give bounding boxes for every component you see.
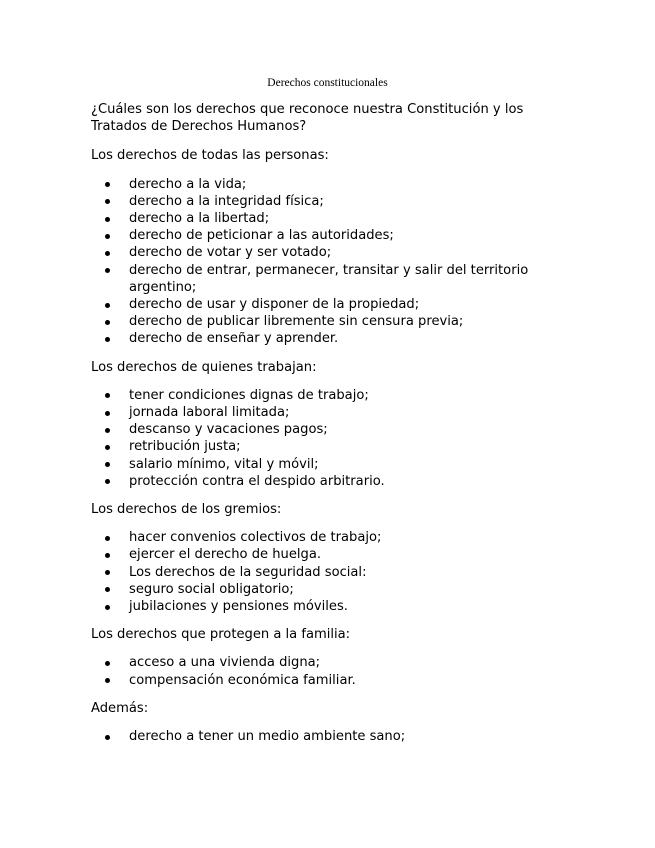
list-item: retribución justa;	[129, 438, 541, 455]
section-heading-todas-las-personas: Los derechos de todas las personas:	[91, 148, 329, 164]
page-header: Derechos constitucionales	[267, 77, 388, 89]
list-item: protección contra el despido arbitrario.	[129, 473, 541, 490]
section-heading-gremios: Los derechos de los gremios:	[91, 502, 282, 518]
list-item: derecho a la vida;	[129, 176, 541, 193]
list-item: derecho de publicar libremente sin censura previa;	[129, 313, 541, 330]
section-heading-ademas: Además:	[91, 700, 149, 716]
list-quienes-trabajan	[91, 387, 541, 490]
intro-question: ¿Cuáles son los derechos que reconoce nuestra Constitución y los Tratados de Derechos Humanos?	[91, 102, 524, 135]
list-item: salario mínimo, vital y móvil;	[129, 456, 541, 473]
list-item: derecho de entrar, permanecer, transitar y salir del territorio argentino;	[129, 262, 541, 296]
list-todas-las-personas	[91, 176, 541, 348]
list-item: derecho a la libertad;	[129, 210, 541, 227]
list-item: Los derechos de la seguridad social:	[129, 564, 541, 581]
list-item: derecho de usar y disponer de la propiedad;	[129, 296, 541, 313]
list-item: compensación económica familiar.	[129, 672, 541, 689]
document-body	[91, 101, 541, 756]
list-item: derecho a tener un medio ambiente sano;	[129, 728, 541, 745]
list-item: descanso y vacaciones pagos;	[129, 421, 541, 438]
section-heading-quienes-trabajan: Los derechos de quienes trabajan:	[91, 359, 317, 375]
list-familia	[91, 654, 541, 688]
list-item: jornada laboral limitada;	[129, 404, 541, 421]
list-item: hacer convenios colectivos de trabajo;	[129, 529, 541, 546]
list-item: derecho a la integridad física;	[129, 193, 541, 210]
section-heading-familia: Los derechos que protegen a la familia:	[91, 627, 351, 643]
list-gremios	[91, 529, 541, 615]
list-item: derecho de votar y ser votado;	[129, 244, 541, 261]
list-item: acceso a una vivienda digna;	[129, 654, 541, 671]
list-item: seguro social obligatorio;	[129, 581, 541, 598]
list-item: derecho de enseñar y aprender.	[129, 330, 541, 347]
list-item: jubilaciones y pensiones móviles.	[129, 598, 541, 615]
list-ademas	[91, 728, 541, 745]
list-item: tener condiciones dignas de trabajo;	[129, 387, 541, 404]
list-item: ejercer el derecho de huelga.	[129, 546, 541, 563]
list-item: derecho de peticionar a las autoridades;	[129, 227, 541, 244]
